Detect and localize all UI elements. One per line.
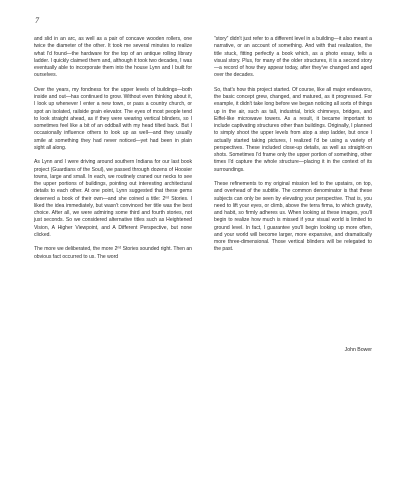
paragraph: “story” didn't just refer to a different level in a building—it also meant a narrative, or an account of something. And with that realization, the title stuck, fitting perfectly a book which, as a photo essay, tells a visual story. Plus, for many of the older structures, it is a second story—a record of how they appear today, after they've changed and aged over the decades.: [214, 36, 372, 79]
paragraph: and slid in an arc, as well as a pair of concave wooden rollers, one twice the diameter of the other. It took me several minutes to realize what I'd found—the hardware for the top of an antique rolling library ladder. I quickly claimed them and, although it took two decades, I was eventually able to incorporate them into the house Lynn and I built for ourselves.: [34, 36, 192, 79]
paragraph: So, that's how this project started. Of course, like all major endeavors, the basic concept grew, changed, and matured, as it progressed. For example, it didn't take long before we began noticing all sorts of things up in the air, such as tall, industrial, brick chimneys, bridges, and Eiffel-like microwave towers. As a result, it became important to include captivating structures other than buildings. Originally, I planned to simply shoot the upper levels from atop a step ladder, but once I actually started taking pictures, I realized I'd be using a variety of perspectives. These included close-up details, as well as straight-on shots. Sometimes I'd frame only the upper portion of something, other times I'd capture the whole structure—placing it in the context of its surroundings.: [214, 86, 372, 173]
paragraph: As Lynn and I were driving around southern Indiana for our last book project (Guardians of the Soul), we passed through dozens of Hoosier towns, large and small. In each, we routinely craned our necks to see the upper portions of buildings, pointing out interesting architectural details to each other. At one point, Lynn suggested that these gems deserved a book of their own—and she coined a title: 2nd Stories. I liked the idea immediately, but wasn't convinced her title was the best choice. After all, we were admiring some third and fourth stories, not just seconds. So we considered alternative titles such as Heightened Vision, A Higher Viewpoint, and A Different Perspective, but none clicked.: [34, 159, 192, 238]
paragraph: These refinements to my original mission led to the upstairs, on top, and overhead of the subtitle. The common denominator is that these subjects can only be seen by elevating your perspective. That is, you need to lift your eyes, or climb, above the terra firma, to which gravity, and habit, so firmly adheres us. When looking at these images, you'll begin to realize how much is missed if your visual world is limited to ground level. In fact, I guarantee you'll begin looking up more often, and your world will become larger, more expansive, and dramatically more three-dimensional. Those vertical blinders will be relegated to the past.: [214, 181, 372, 253]
page-number: 7: [35, 16, 39, 25]
right-text-column: [214, 36, 372, 261]
paragraph: Over the years, my fondness for the upper levels of buildings—both inside and out—has continued to grow. Without even thinking about it, I look up whenever I enter a new town, or pass a country church, or spot an isolated, railside grain elevator. The eyes of most people tend to look straight ahead, as if they were wearing vertical blinders, so I sometimes feel like a bit of an oddball with my head tilted back. But I occasionally influence others to look up as well—and they usually smile at something they had never noticed—yet had been in plain sight all along.: [34, 86, 192, 151]
author-signature: John Bower: [344, 347, 372, 353]
left-text-column: [34, 36, 192, 268]
paragraph: The more we deliberated, the more 2nd Stories sounded right. Then an obvious fact occurred to us. The word: [34, 245, 192, 260]
